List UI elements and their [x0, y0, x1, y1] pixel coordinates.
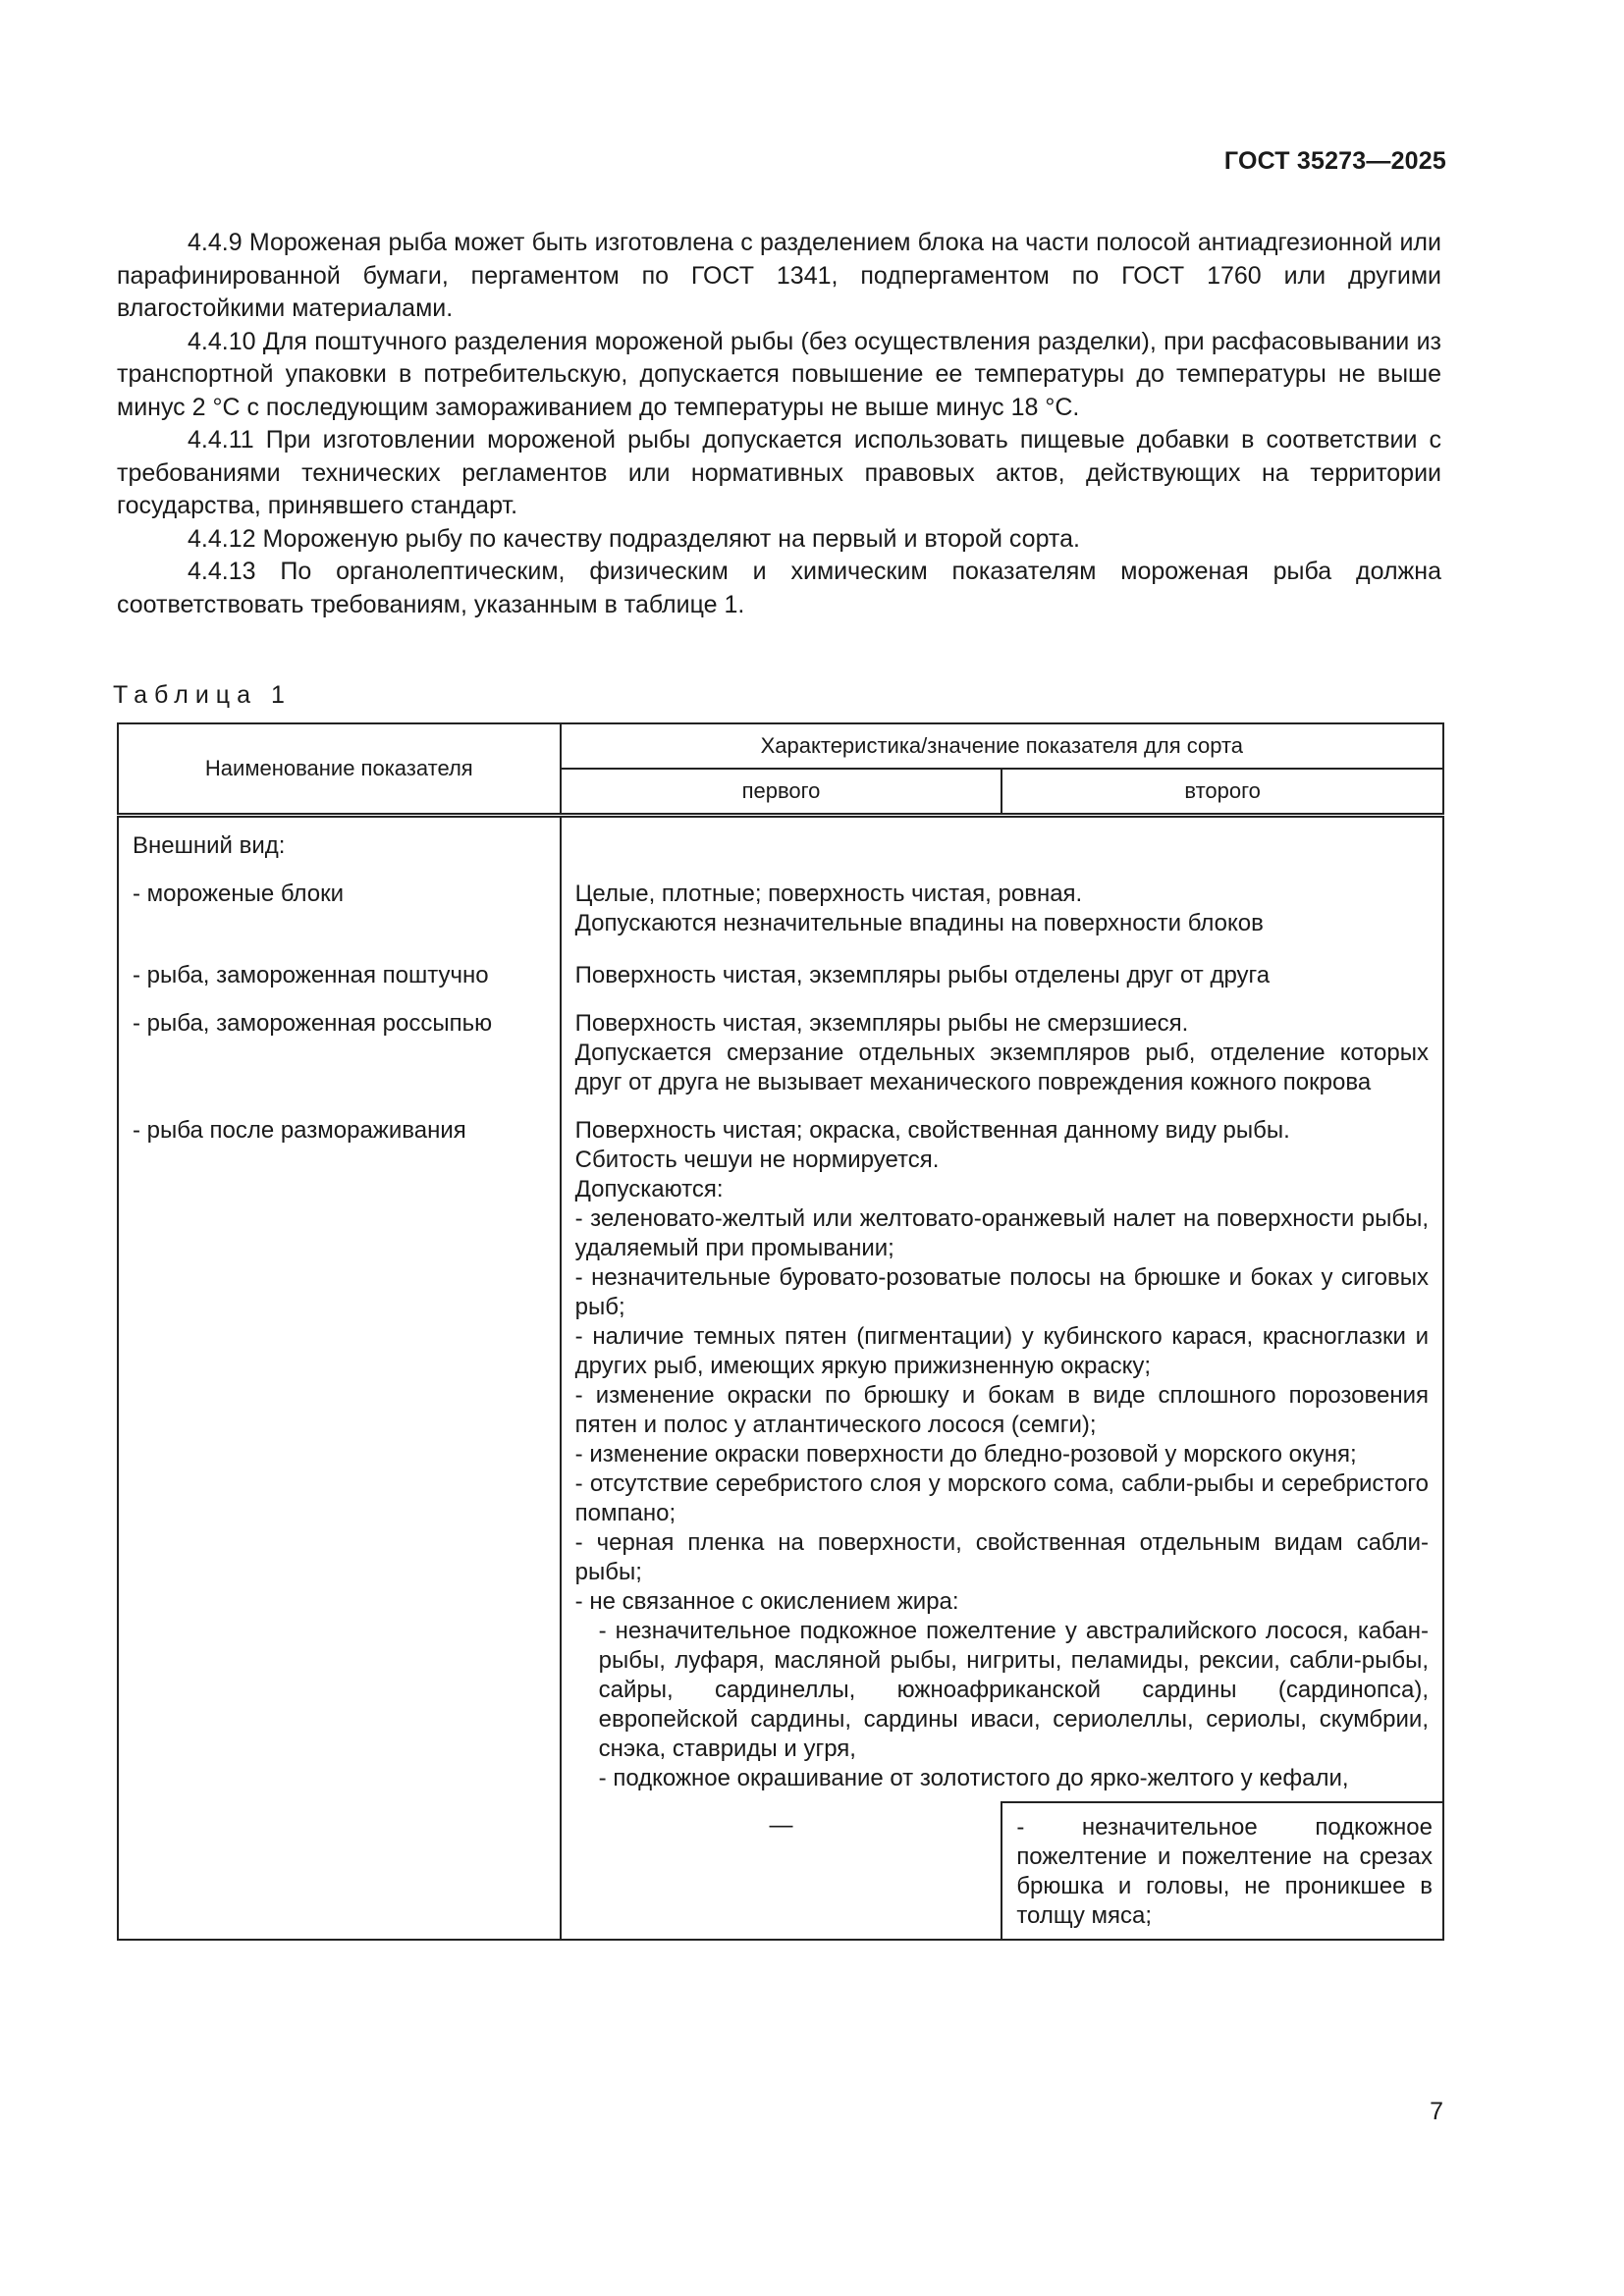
text-line: - незначительные буровато-розоватые полосы на брюшке и боках у сиговых рыб; — [574, 1264, 1429, 1320]
header-indicator-name: Наименование показателя — [118, 723, 561, 816]
label-appearance: Внешний вид: — [133, 832, 286, 859]
characteristics-column — [561, 816, 1443, 1803]
body-text — [117, 227, 1441, 621]
text-line: Допускаются: — [574, 1176, 724, 1202]
document-header: ГОСТ 35273—2025 — [1223, 147, 1446, 175]
paragraph-4-4-9: 4.4.9 Мороженая рыба может быть изготовлена с разделением блока на части полосой антиадгезионной или парафинированной бумаги, пергаментом по ГОСТ 1341, подпергаментом по ГОСТ 1760 или другими влагостойкими материалами. — [117, 229, 1441, 322]
text-line: - отсутствие серебристого слоя у морского сома, сабли-рыбы и серебристого помпано; — [574, 1470, 1429, 1526]
text-line: - незначительное подкожное пожелтение у австралийского лосося, кабан-рыбы, луфаря, масляной рыбы, нигриты, пеламиды, рексии, сабли-рыбы, сайры, сардинеллы, южноафриканской сардины (сардинопса), европейской сардины, сардины иваси, сериолеллы, сериолы, скумбрии, снэка, ставриды и угря, — [598, 1618, 1429, 1762]
text-line: Допускаются незначительные впадины на поверхности блоков — [574, 910, 1264, 936]
bulk-description — [575, 1009, 1429, 1097]
table-caption: Таблица 1 — [113, 681, 292, 709]
text-line: - изменение окраски по брюшку и бокам в виде сплошного порозовения пятен и полос у атлантического лосося (семги); — [574, 1382, 1429, 1438]
text-line: Поверхность чистая, экземпляры рыбы не смерзшиеся. — [574, 1010, 1189, 1037]
header-second-grade: второго — [1001, 769, 1443, 816]
paragraph-4-4-11: 4.4.11 При изготовлении мороженой рыбы допускается использовать пищевые добавки в соответствии с требованиями технических регламентов или нормативных правовых актов, действующих на территории государства, принявшего стандарт. — [117, 426, 1441, 519]
table-body-row — [118, 816, 1443, 1803]
paragraph-4-4-10: 4.4.10 Для поштучного разделения мороженой рыбы (без осуществления разделки), при расфасовывании из транспортной упаковки в потребительскую, допускается повышение ее температуры до температуры не выше минус 2 °С с последующим замораживанием до температуры не выше минус 18 °С. — [117, 327, 1441, 421]
text-line: Целые, плотные; поверхность чистая, ровная. — [574, 881, 1083, 907]
quality-table — [117, 722, 1444, 1941]
text-line: - наличие темных пятен (пигментации) у кубинского карася, красноглазки и других рыб, имеющих яркую прижизненную окраску; — [574, 1323, 1429, 1379]
label-frozen-blocks: - мороженые блоки — [133, 881, 345, 907]
table-header-row-1 — [118, 723, 1443, 769]
thaw-description — [575, 1116, 1429, 1801]
page-number: 7 — [1430, 2098, 1443, 2125]
text-line: - не связанное с окислением жира: — [574, 1588, 959, 1615]
label-piece-frozen: - рыба, замороженная поштучно — [133, 962, 489, 988]
indicator-column — [118, 816, 561, 1941]
text-line: Сбитость чешуи не нормируется. — [574, 1147, 940, 1173]
label-bulk-frozen: - рыба, замороженная россыпью — [133, 1010, 493, 1037]
text-line: - изменение окраски поверхности до бледно-розовой у морского окуня; — [574, 1441, 1357, 1468]
text-line: - зеленовато-желтый или желтовато-оранжевый налет на поверхности рыбы, удаляемый при промывании; — [574, 1205, 1429, 1261]
text-line: Допускается смерзание отдельных экземпляров рыб, отделение которых друг от друга не вызывает механического повреждения кожного покрова — [574, 1040, 1429, 1095]
paragraph-4-4-13: 4.4.13 По органолептическим, физическим и химическим показателям мороженая рыба должна соответствовать требованиям, указанным в таблице 1. — [117, 558, 1441, 618]
second-grade-value: - незначительное подкожное пожелтение и пожелтение на срезах брюшка и головы, не проникшее в толщу мяса; — [1001, 1802, 1443, 1940]
text-line: - черная пленка на поверхности, свойственная отдельным видам сабли-рыбы; — [574, 1529, 1429, 1585]
piece-description: Поверхность чистая, экземпляры рыбы отделены друг от друга — [574, 962, 1271, 988]
first-grade-dash: — — [561, 1802, 1002, 1940]
header-grade-group: Характеристика/значение показателя для сорта — [561, 723, 1443, 769]
blocks-description — [575, 880, 1429, 938]
paragraph-4-4-12: 4.4.12 Мороженую рыбу по качеству подразделяют на первый и второй сорта. — [188, 524, 1080, 553]
text-line: - подкожное окрашивание от золотистого до ярко-желтого у кефали, — [598, 1765, 1349, 1791]
header-first-grade: первого — [561, 769, 1002, 816]
text-line: Поверхность чистая; окраска, свойственная данному виду рыбы. — [574, 1117, 1290, 1144]
label-after-thawing: - рыба после размораживания — [133, 1117, 466, 1144]
